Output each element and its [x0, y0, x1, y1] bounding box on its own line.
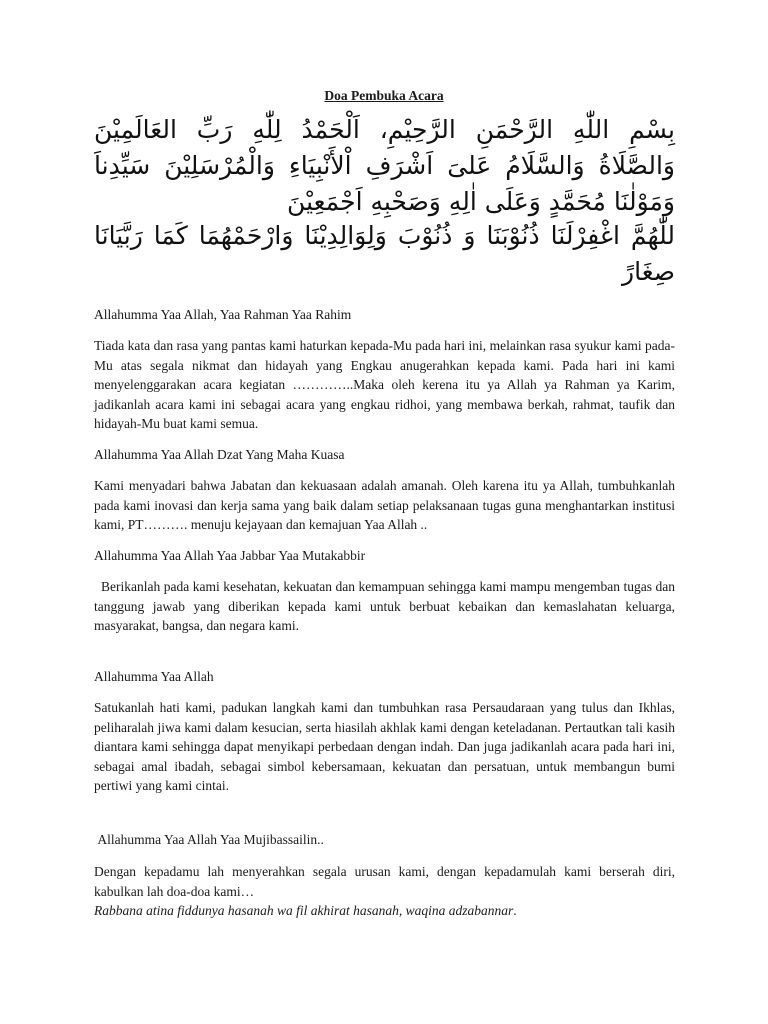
section-1-paragraph: Tiada kata dan rasa yang pantas kami haturkan kepada-Mu pada hari ini, melainkan rasa syukur kami pada-Mu atas segala nikmat dan hidayah yang Engkau anugerahkan kepada kami. Pada hari ini kami menyelenggarakan acara kegiatan …………..Maka oleh kerena itu ya Allah ya Rahman ya Karim, jadikanlah acara kami ini sebagai acara yang engkau ridhoi, yang membawa berkah, rahmat, taufik dan hidayah-Mu buat kami semua.: [94, 338, 675, 431]
arabic-prayer-for-parents: للّٰهُمَّ اغْفِرْلَنَا ذُنُوْبَنَا وَ ذُنُوْبَ وَلِوَالِدِيْنَا وَارْحَمْهُمَا كَمَا رَبَّيَانَا صِغَارً: [94, 221, 675, 286]
closing-period: .: [513, 903, 517, 918]
section-4-heading: Allahumma Yaa Allah: [94, 669, 214, 684]
document-title: Doa Pembuka Acara: [324, 88, 444, 103]
section-2-paragraph: Kami menyadari bahwa Jabatan dan kekuasaan adalah amanah. Oleh karena itu ya Allah, tumbuhkanlah pada kami inovasi dan kerja sama yang baik dalam setiap pelaksanaan tugas guna menghantarkan institusi kami, PT………. menuju kejayaan dan kemajuan Yaa Allah ..: [94, 478, 675, 532]
arabic-opening-invocation: بِسْمِ اللّٰهِ الرَّحْمَنِ الرَّحِيْمِ، اَلْحَمْدُ لِلّٰهِ رَبِّ العَالَمِيْنَ وَالصَّلَاةُ وَالسَّلَامُ عَلىَ اَشْرَفِ اْلأَنْبِيَاءِ وَالْمُرْسَلِيْنَ سَيِّدِناَ وَمَوْلٰنَا مُحَمَّدٍ وَعَلَى اٰلِهِ وَصَحْبِهِ اَجْمَعِيْنَ: [94, 115, 675, 216]
section-3-heading: Allahumma Yaa Allah Yaa Jabbar Yaa Mutakabbir: [94, 548, 366, 563]
section-3-paragraph: Berikanlah pada kami kesehatan, kekuatan dan kemampuan sehingga kami mampu mengemban tugas dan tanggung jawab yang diberikan kepada kami untuk berbuat kebaikan dan kemaslahatan keluarga, masyarakat, bangsa, dan negara kami.: [94, 579, 675, 633]
section-5-heading: Allahumma Yaa Allah Yaa Mujibassailin..: [94, 832, 324, 847]
section-1-heading: Allahumma Yaa Allah, Yaa Rahman Yaa Rahim: [94, 307, 352, 322]
section-5-paragraph: Dengan kepadamu lah menyerahkan segala urusan kami, dengan kepadamulah kami berserah diri, kabulkan lah doa-doa kami…: [94, 864, 675, 899]
section-2-heading: Allahumma Yaa Allah Dzat Yang Maha Kuasa: [94, 447, 345, 462]
closing-prayer-line: [94, 901, 675, 921]
section-4-paragraph: Satukanlah hati kami, padukan langkah kami dan tumbuhkan rasa Persaudaraan yang tulus dan Ikhlas, peliharalah jiwa kami dalam kesucian, serta hiasilah akhlak kami dengan keteladanan. Pertautkan tali kasih diantara kami sehingga dapat menyikapi perbedaan dengan indah. Dan juga jadikanlah acara pada hari ini, sebagai amal ibadah, sebagai simbol kebersamaan, kekuatan dan persatuan, untuk membangun bumi pertiwi yang kami cintai.: [94, 700, 675, 793]
closing-prayer-text: Rabbana atina fiddunya hasanah wa fil akhirat hasanah, waqina adzabannar: [94, 903, 514, 918]
